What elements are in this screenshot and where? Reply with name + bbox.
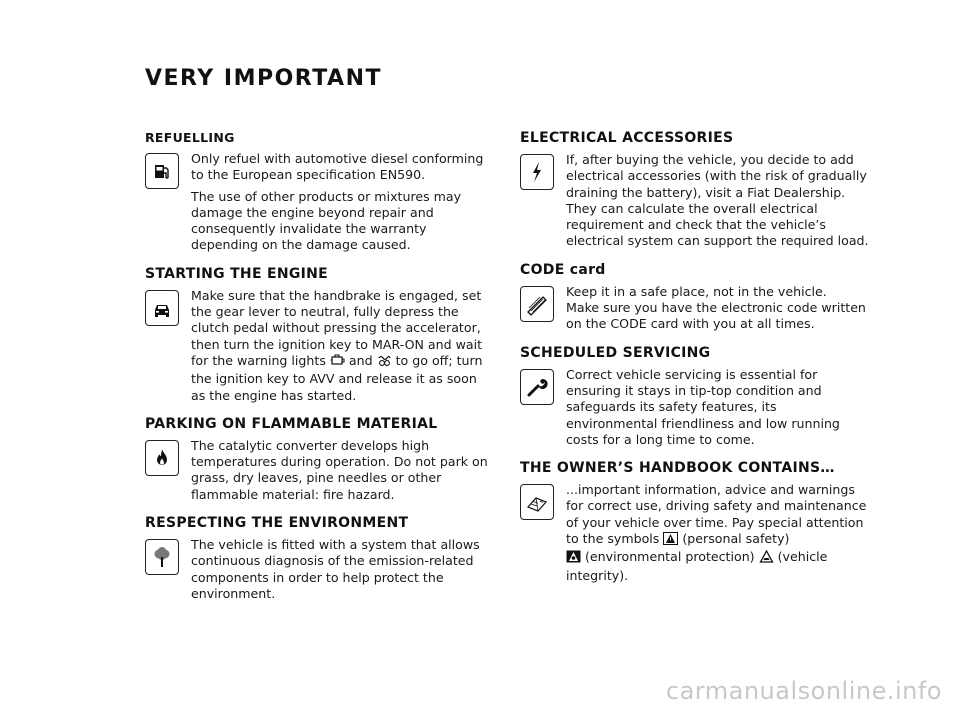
code-card-line-1: Keep it in a safe place, not in the vehicle. <box>566 283 827 299</box>
handbook-text-c: (environmental protection) <box>581 549 759 565</box>
section-title-parking: PARKING ON FLAMMABLE MATERIAL <box>145 415 438 432</box>
handbook-text-a: ...important information, advice and warnings for correct use, driving safety and maintenance of your vehicle over time. Pay special attention to the symbols <box>566 482 867 547</box>
handbook-text-d: (vehicle integrity). <box>566 549 828 583</box>
starting-text-and: and <box>344 352 377 368</box>
section-title-servicing: SCHEDULED SERVICING <box>520 344 711 361</box>
section-servicing <box>520 345 870 453</box>
section-parking <box>145 416 495 508</box>
environment-paragraph: The vehicle is fitted with a system that allows continuous diagnosis of the emission-related components in order to help protect the environment. <box>191 537 480 601</box>
section-electrical <box>520 130 870 255</box>
page-title: VERY IMPORTANT <box>145 66 382 91</box>
car-front-icon <box>145 290 179 326</box>
section-refuelling <box>145 130 495 259</box>
tree-icon <box>145 539 179 575</box>
section-title-refuelling: REFUELLING <box>145 130 235 145</box>
refuelling-paragraph-1: Only refuel with automotive diesel conforming to the European specification EN590. <box>191 151 484 183</box>
wrench-icon <box>520 369 554 405</box>
section-title-starting: STARTING THE ENGINE <box>145 265 329 282</box>
handbook-text-b: (personal safety) <box>678 531 790 547</box>
starting-text-b: to go off; turn the ignition key to AVV and release it as soon as the engine has started. <box>191 352 483 403</box>
electrical-paragraph: If, after buying the vehicle, you decide to add electrical accessories (with the risk of gradually draining the battery), visit a Fiat Dealership. They can calculate the overall electrical requirement and check that the vehicle’s electrical system can support the required load. <box>566 152 869 249</box>
lightning-bolt-icon <box>520 154 554 190</box>
starting-paragraph <box>191 288 495 404</box>
personal-safety-icon <box>663 532 678 549</box>
code-card-line-2: Make sure you have the electronic code written on the CODE card with you at all times. <box>566 300 866 332</box>
section-starting <box>145 266 495 409</box>
section-title-handbook: THE OWNER’S HANDBOOK CONTAINS… <box>520 460 835 477</box>
engine-warning-icon <box>330 354 345 371</box>
left-column <box>145 130 495 614</box>
code-card-icon <box>520 286 554 322</box>
starting-text-a: Make sure that the handbrake is engaged, set the gear lever to neutral, fully depress the clutch pedal without pressing the accelerator, then turn the ignition key to MAR-ON and wait for the warning lights <box>191 287 483 368</box>
open-book-icon <box>520 484 554 520</box>
environmental-protection-icon <box>566 550 581 567</box>
flame-icon <box>145 440 179 476</box>
right-column <box>520 130 870 596</box>
vehicle-integrity-icon <box>759 550 774 567</box>
parking-paragraph: The catalytic converter develops high temperatures during operation. Do not park on grass, dry leaves, pine needles or other flammable material: fire hazard. <box>191 437 488 502</box>
section-title-code-card: CODE card <box>520 261 606 278</box>
fuel-pump-icon <box>145 153 179 189</box>
refuelling-paragraph-2: The use of other products or mixtures may damage the engine beyond repair and consequently invalidate the warranty depending on the damage caused. <box>191 188 462 253</box>
glow-plug-icon <box>377 354 392 371</box>
section-handbook <box>520 460 870 589</box>
watermark-text: carmanualsonline.info <box>665 677 942 705</box>
handbook-paragraph <box>566 482 870 584</box>
servicing-paragraph: Correct vehicle servicing is essential for ensuring it stays in tip-top condition and safeguards its safety features, its environmental friendliness and low running costs for a long time to come. <box>566 366 840 447</box>
section-environment <box>145 515 495 607</box>
section-title-environment: RESPECTING THE ENVIRONMENT <box>145 515 409 532</box>
section-title-electrical: ELECTRICAL ACCESSORIES <box>520 130 734 146</box>
section-code-card <box>520 262 870 338</box>
